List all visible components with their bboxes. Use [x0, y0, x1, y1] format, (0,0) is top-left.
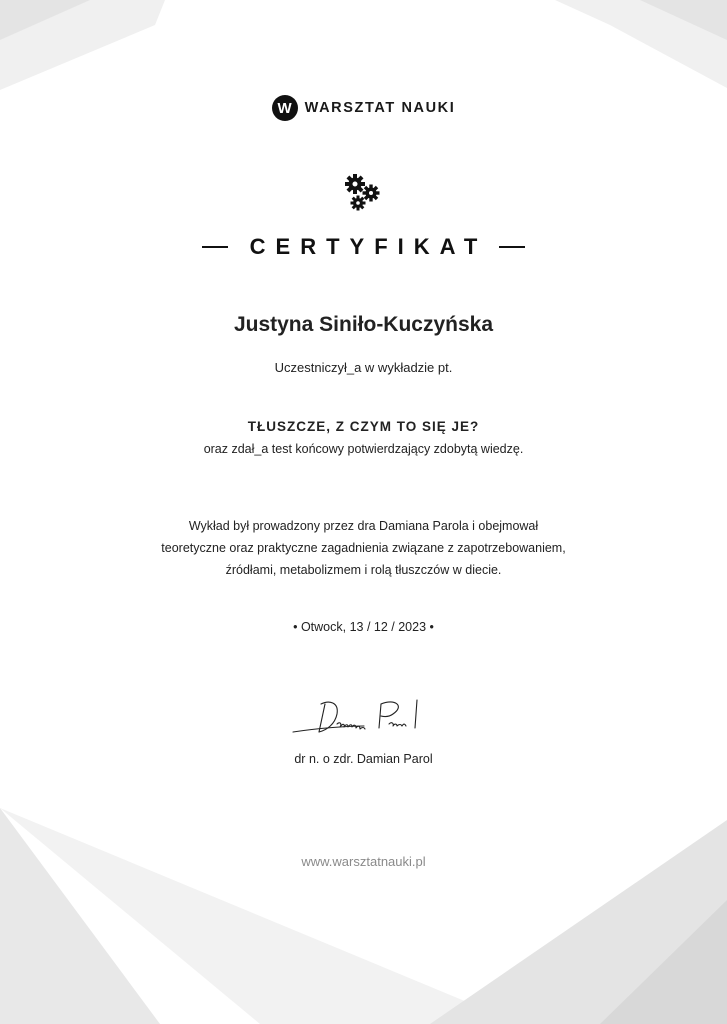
participation-text: Uczestniczył_a w wykładzie pt.: [274, 360, 453, 375]
signature-image: [0, 692, 727, 742]
description-line: Wykład był prowadzony przez dra Damiana Parola i obejmował: [188, 519, 539, 533]
gears-icon: [0, 173, 727, 213]
certificate-title: CERTYFIKAT: [249, 234, 488, 259]
lecture-title: TŁUSZCZE, Z CZYM TO SIĘ JE?: [247, 419, 480, 434]
brand-name: WARSZTAT NAUKI: [304, 100, 456, 116]
right-dash: [499, 246, 525, 249]
test-text: oraz zdał_a test końcowy potwierdzający zdobytą wiedzę.: [203, 442, 524, 456]
certificate-heading: [0, 232, 727, 262]
place-date: • Otwock, 13 / 12 / 2023 •: [293, 620, 434, 634]
description-line: źródłami, metabolizmem i rolą tłuszczów w diecie.: [225, 563, 502, 577]
recipient-name: Justyna Siniło-Kuczyńska: [233, 313, 494, 336]
brand-logo: [0, 94, 727, 122]
left-dash: [202, 246, 228, 249]
description-line: teoretyczne oraz praktyczne zagadnienia związane z zapotrzebowaniem,: [161, 541, 566, 555]
logo-mark: W: [272, 95, 298, 121]
signer-name: dr n. o zdr. Damian Parol: [294, 752, 433, 766]
lecture-description: [0, 515, 727, 581]
website-link[interactable]: www.warsztatnauki.pl: [301, 854, 426, 869]
